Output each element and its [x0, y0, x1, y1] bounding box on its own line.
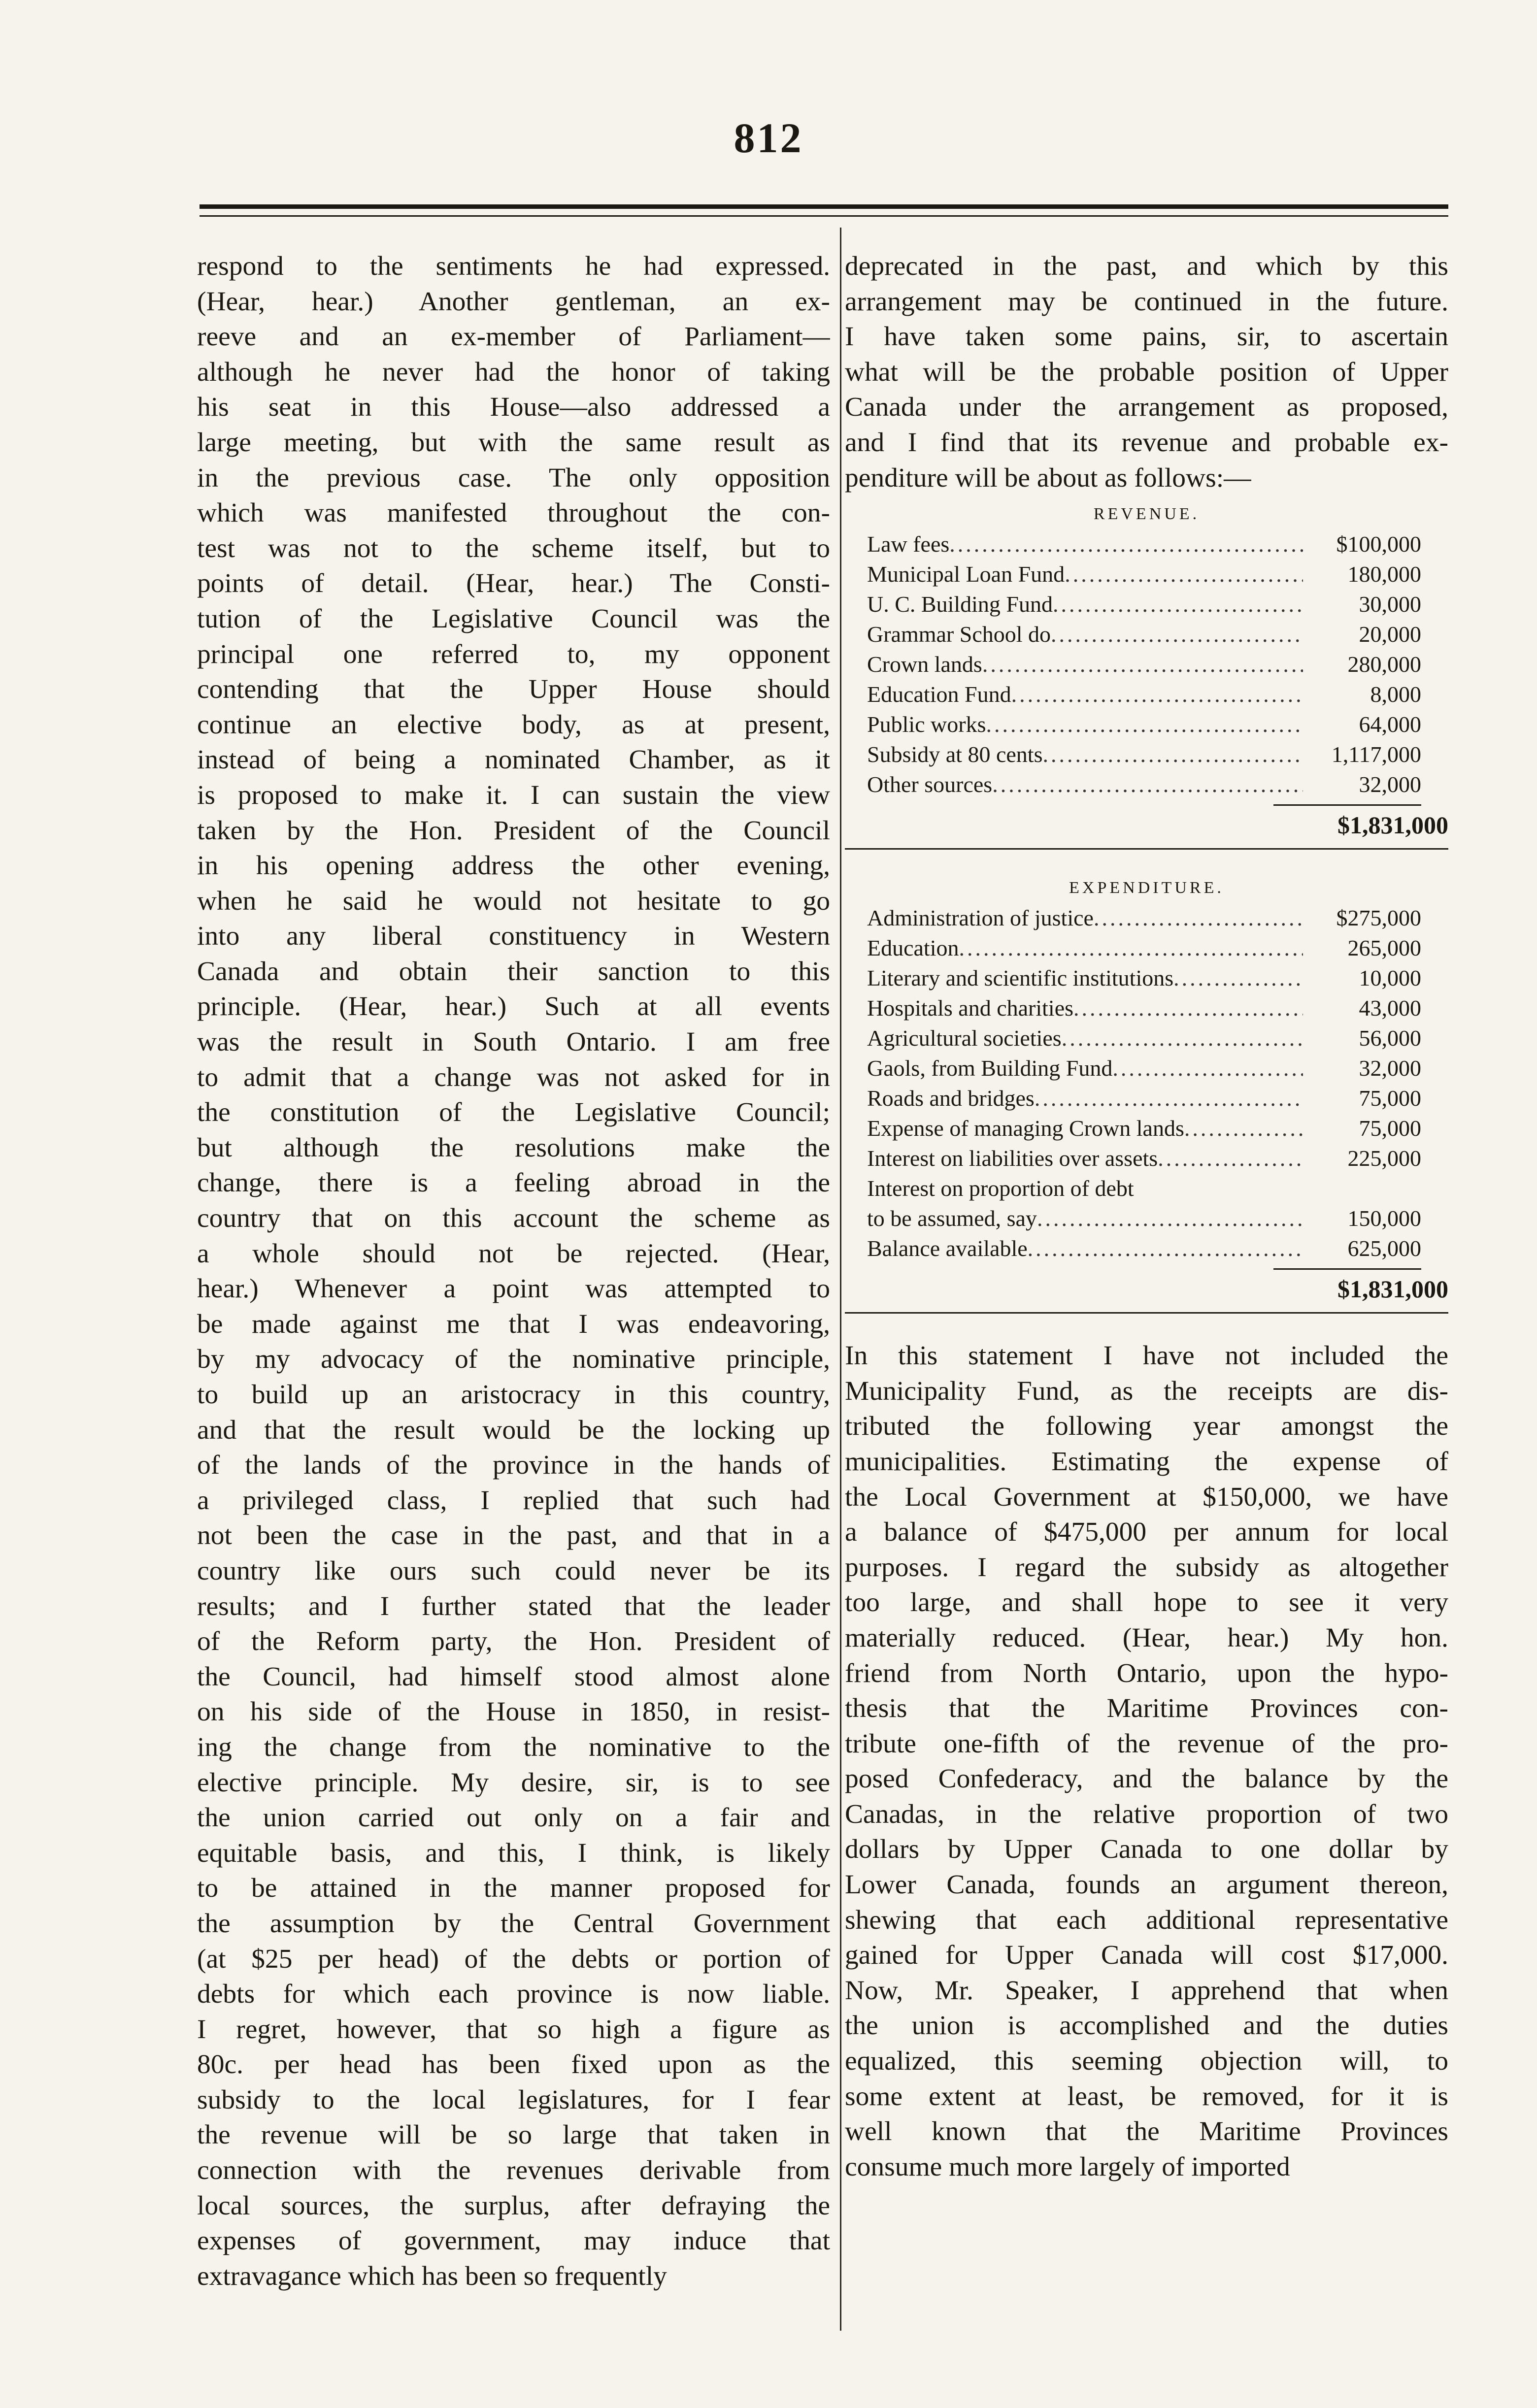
- text-line: some extent at least, be removed, for it is: [845, 2081, 1448, 2111]
- leader-dots: [1158, 1143, 1303, 1173]
- table-row: [867, 769, 1421, 799]
- table-row: [867, 709, 1421, 739]
- text-line: points of detail. (Hear, hear.) The Consti-: [197, 568, 830, 599]
- table-row: [867, 1083, 1421, 1113]
- text-line: by my advocacy of the nominative principle,: [197, 1344, 830, 1375]
- leader-dots: [1065, 559, 1303, 589]
- text-line: the union carried out only on a fair and: [197, 1803, 830, 1833]
- text-line: equitable basis, and this, I think, is likely: [197, 1838, 830, 1868]
- text-line: country like ours such could never be its: [197, 1555, 830, 1586]
- leader-dots: [992, 769, 1303, 799]
- table-row: [867, 1203, 1421, 1233]
- leader-dots: [1073, 993, 1303, 1023]
- text-line: results; and I further stated that the leader: [197, 1591, 830, 1621]
- text-line: too large, and shall hope to see it very: [845, 1587, 1448, 1618]
- text-line: I regret, however, that so high a figure as: [197, 2014, 830, 2045]
- leader-dots: [1028, 1233, 1303, 1263]
- row-value: 625,000: [1347, 1236, 1421, 1261]
- row-value: 32,000: [1359, 772, 1421, 797]
- text-line: the revenue will be so large that taken in: [197, 2120, 830, 2150]
- text-line: elective principle. My desire, sir, is to see: [197, 1767, 830, 1798]
- text-line: a balance of $475,000 per annum for local: [845, 1517, 1448, 1548]
- text-line: in the previous case. The only opposition: [197, 462, 830, 493]
- text-line: to build up an aristocracy in this country,: [197, 1380, 830, 1410]
- expenditure-separator: [845, 1312, 1448, 1314]
- text-line: not been the case in the past, and that in a: [197, 1520, 830, 1551]
- text-line: Canada under the arrangement as proposed,: [845, 392, 1448, 423]
- row-label: Law fees: [867, 531, 950, 557]
- text-line: subsidy to the local legislatures, for I fear: [197, 2084, 830, 2115]
- table-row: [867, 589, 1421, 619]
- column-divider: [840, 228, 841, 2331]
- row-label: Expense of managing Crown lands: [867, 1116, 1184, 1141]
- header-rule: [200, 204, 1448, 209]
- leader-dots: [959, 933, 1303, 963]
- text-line: taken by the Hon. President of the Council: [197, 815, 830, 846]
- row-label: Interest on liabilities over assets: [867, 1146, 1158, 1171]
- text-line: is proposed to make it. I can sustain the view: [197, 780, 830, 810]
- text-line: posed Confederacy, and the balance by the: [845, 1764, 1448, 1794]
- table-row: [867, 529, 1421, 559]
- text-line: to admit that a change was not asked for in: [197, 1062, 830, 1092]
- leader-dots: [1051, 619, 1303, 649]
- text-line: what will be the probable position of Upper: [845, 357, 1448, 387]
- row-value: 10,000: [1359, 965, 1421, 991]
- text-line: well known that the Maritime Provinces: [845, 2116, 1448, 2147]
- leader-dots: [1053, 589, 1303, 619]
- text-line: debts for which each province is now liable.: [197, 1979, 830, 2010]
- text-line: when he said he would not hesitate to go: [197, 886, 830, 916]
- text-line: which was manifested throughout the con-: [197, 498, 830, 528]
- text-line: his seat in this House—also addressed a: [197, 392, 830, 423]
- row-label: Gaols, from Building Fund: [867, 1056, 1113, 1081]
- header-rule-thin: [200, 215, 1448, 217]
- leader-dots: [1042, 739, 1303, 769]
- leader-dots: [1037, 1203, 1303, 1233]
- leader-dots: [1035, 1083, 1303, 1113]
- leader-dots: [949, 529, 1303, 559]
- leader-dots: [1112, 1053, 1303, 1083]
- row-value: 56,000: [1359, 1025, 1421, 1051]
- text-line: the Local Government at $150,000, we have: [845, 1482, 1448, 1512]
- row-value: 43,000: [1359, 995, 1421, 1021]
- text-line: friend from North Ontario, upon the hypo-: [845, 1658, 1448, 1688]
- text-line: a privileged class, I replied that such had: [197, 1485, 830, 1516]
- row-label: Literary and scientific institutions: [867, 965, 1174, 991]
- text-line: test was not to the scheme itself, but to: [197, 533, 830, 563]
- row-value: 75,000: [1359, 1116, 1421, 1141]
- table-row: [867, 1143, 1421, 1173]
- text-line: 80c. per head has been fixed upon as the: [197, 2049, 830, 2080]
- row-label: Other sources: [867, 772, 993, 797]
- text-line: municipalities. Estimating the expense of: [845, 1446, 1448, 1477]
- text-line: thesis that the Maritime Provinces con-: [845, 1693, 1448, 1724]
- text-line: the union is accomplished and the duties: [845, 2011, 1448, 2041]
- text-line: Canada and obtain their sanction to this: [197, 956, 830, 987]
- row-value: 64,000: [1359, 712, 1421, 737]
- row-value: [1134, 1173, 1252, 1203]
- table-row: [867, 993, 1421, 1023]
- row-value: 225,000: [1347, 1146, 1421, 1171]
- leader-dots: [982, 649, 1303, 679]
- text-line: deprecated in the past, and which by this: [845, 251, 1448, 281]
- text-line: into any liberal constituency in Western: [197, 921, 830, 952]
- row-value: 20,000: [1359, 622, 1421, 647]
- text-line: tribute one-fifth of the revenue of the pro-: [845, 1728, 1448, 1759]
- revenue-total: $1,831,000: [1337, 811, 1448, 839]
- table-row: [867, 933, 1421, 963]
- text-line: of the lands of the province in the hands of: [197, 1450, 830, 1481]
- leader-dots: [986, 709, 1303, 739]
- row-label: Roads and bridges: [867, 1086, 1035, 1111]
- right-column-body: [845, 1338, 1448, 2184]
- text-line: on his side of the House in 1850, in resist-: [197, 1697, 830, 1727]
- leader-dots: [1173, 963, 1303, 993]
- text-line: Now, Mr. Speaker, I apprehend that when: [845, 1975, 1448, 2006]
- row-value: 75,000: [1359, 1086, 1421, 1111]
- text-line: Canadas, in the relative proportion of two: [845, 1799, 1448, 1829]
- row-label: Grammar School do: [867, 622, 1051, 647]
- row-label: Hospitals and charities: [867, 995, 1074, 1021]
- text-line: ing the change from the nominative to the: [197, 1732, 830, 1762]
- table-row: [867, 1113, 1421, 1143]
- text-line: reeve and an ex-member of Parliament—: [197, 322, 830, 352]
- leader-dots: [1184, 1113, 1303, 1143]
- table-row: [867, 1173, 1421, 1203]
- row-value: 150,000: [1347, 1206, 1421, 1231]
- row-value: $275,000: [1336, 905, 1421, 931]
- text-line: was the result in South Ontario. I am free: [197, 1027, 830, 1057]
- row-label: Administration of justice: [867, 905, 1094, 931]
- right-column-intro: [845, 249, 1448, 495]
- row-value: 32,000: [1359, 1056, 1421, 1081]
- row-label: Balance available: [867, 1236, 1028, 1261]
- table-row: [867, 1053, 1421, 1083]
- expenditure-total: $1,831,000: [1337, 1275, 1448, 1303]
- expenditure-title: EXPENDITURE.: [1069, 879, 1224, 897]
- text-line: and that the result would be the locking up: [197, 1415, 830, 1445]
- text-line: the Council, had himself stood almost alone: [197, 1661, 830, 1692]
- text-line: materially reduced. (Hear, hear.) My hon.: [845, 1622, 1448, 1653]
- text-line: hear.) Whenever a point was attempted to: [197, 1274, 830, 1304]
- text-line: a whole should not be rejected. (Hear,: [197, 1238, 830, 1269]
- text-line: instead of being a nominated Chamber, as it: [197, 745, 830, 775]
- row-value: 30,000: [1359, 592, 1421, 617]
- text-line: principal one referred to, my opponent: [197, 639, 830, 669]
- text-line: principle. (Hear, hear.) Such at all events: [197, 991, 830, 1022]
- text-line: I have taken some pains, sir, to ascertain: [845, 322, 1448, 352]
- expenditure-table: [867, 903, 1421, 1263]
- text-line: large meeting, but with the same result as: [197, 427, 830, 458]
- table-row: [867, 649, 1421, 679]
- text-line: in his opening address the other evening,: [197, 851, 830, 881]
- row-label: Agricultural societies: [867, 1025, 1062, 1051]
- table-row: [867, 1023, 1421, 1053]
- text-line: arrangement may be continued in the future.: [845, 286, 1448, 317]
- text-line: continue an elective body, as at present,: [197, 709, 830, 740]
- text-line: Lower Canada, founds an argument thereon,: [845, 1870, 1448, 1900]
- row-label: Subsidy at 80 cents: [867, 742, 1043, 767]
- table-row: [867, 1233, 1421, 1263]
- right-column: [845, 249, 1448, 2184]
- text-line: local sources, the surplus, after defraying the: [197, 2190, 830, 2221]
- text-line: the assumption by the Central Government: [197, 1908, 830, 1939]
- table-row: [867, 963, 1421, 993]
- table-row: [867, 619, 1421, 649]
- revenue-title: REVENUE.: [1093, 505, 1200, 524]
- leader-dots: [1062, 1023, 1303, 1053]
- row-label: to be assumed, say: [867, 1206, 1037, 1231]
- text-line: gained for Upper Canada will cost $17,000.: [845, 1940, 1448, 1971]
- row-label: Education Fund: [867, 682, 1011, 707]
- text-line: (at $25 per head) of the debts or portion of: [197, 1944, 830, 1974]
- text-line: Municipality Fund, as the receipts are dis-: [845, 1376, 1448, 1406]
- text-line: penditure will be about as follows:—: [845, 462, 1251, 493]
- text-line: and I find that its revenue and probable ex-: [845, 427, 1448, 458]
- text-line: country that on this account the scheme as: [197, 1203, 830, 1234]
- text-line: purposes. I regard the subsidy as altogether: [845, 1552, 1448, 1583]
- text-line: connection with the revenues derivable from: [197, 2155, 830, 2186]
- row-value: 280,000: [1347, 652, 1421, 677]
- page-number: 812: [734, 114, 803, 162]
- text-line: (Hear, hear.) Another gentleman, an ex-: [197, 286, 830, 317]
- row-label: Crown lands: [867, 652, 982, 677]
- leader-dots: [1011, 679, 1303, 709]
- table-row: [867, 559, 1421, 589]
- text-line: but although the resolutions make the: [197, 1132, 830, 1163]
- row-value: 180,000: [1347, 561, 1421, 587]
- row-value: 1,117,000: [1331, 742, 1421, 767]
- row-label: Education: [867, 935, 959, 961]
- table-row: [867, 679, 1421, 709]
- table-row: [867, 739, 1421, 769]
- leader-dots: [1094, 903, 1303, 933]
- text-line: In this statement I have not included the: [845, 1341, 1448, 1371]
- text-line: to be attained in the manner proposed for: [197, 1873, 830, 1904]
- text-line: tution of the Legislative Council was the: [197, 603, 830, 634]
- text-line: respond to the sentiments he had expressed.: [197, 251, 830, 281]
- text-line: equalized, this seeming objection will, to: [845, 2046, 1448, 2077]
- revenue-table: [867, 529, 1421, 799]
- text-line: dollars by Upper Canada to one dollar by: [845, 1834, 1448, 1865]
- text-line: expenses of government, may induce that: [197, 2226, 830, 2256]
- row-label: Interest on proportion of debt: [867, 1176, 1134, 1201]
- table-row: [867, 903, 1421, 933]
- row-value: 8,000: [1370, 682, 1421, 707]
- row-value: 265,000: [1347, 935, 1421, 961]
- text-line: tributed the following year amongst the: [845, 1411, 1448, 1442]
- row-label: Municipal Loan Fund: [867, 561, 1065, 587]
- text-line: be made against me that I was endeavoring,: [197, 1309, 830, 1339]
- text-line: of the Reform party, the Hon. President of: [197, 1626, 830, 1657]
- left-column: [197, 249, 830, 2294]
- text-line: change, there is a feeling abroad in the: [197, 1168, 830, 1198]
- text-line: contending that the Upper House should: [197, 674, 830, 705]
- text-line: shewing that each additional representative: [845, 1905, 1448, 1935]
- row-value: $100,000: [1336, 531, 1421, 557]
- text-line: although he never had the honor of taking: [197, 357, 830, 387]
- row-label: U. C. Building Fund: [867, 592, 1053, 617]
- text-line: consume much more largely of imported: [845, 2151, 1290, 2182]
- row-label: Public works: [867, 712, 986, 737]
- text-line: the constitution of the Legislative Council;: [197, 1097, 830, 1128]
- text-line: extravagance which has been so frequently: [197, 2261, 667, 2291]
